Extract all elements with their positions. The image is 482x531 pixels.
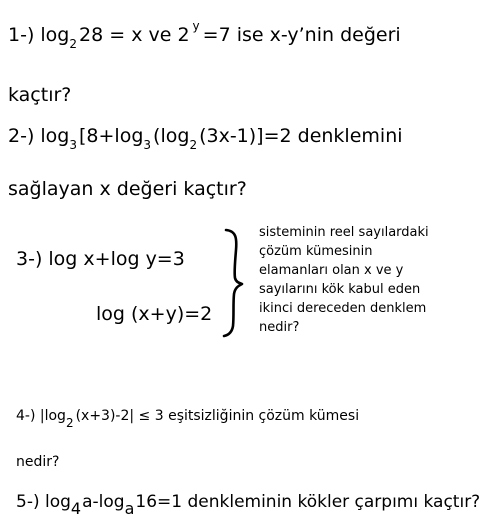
question-1-line-2: kaçtır?	[8, 84, 72, 106]
q1-exponent: y	[192, 19, 200, 33]
q3-note-line-1: sisteminin reel sayılardaki	[259, 225, 429, 240]
question-3-equation-2: log (x+y)=2	[96, 303, 213, 325]
question-2-line-1	[8, 125, 403, 152]
question-4-line-2: nedir?	[16, 454, 60, 470]
q2-pre: 2-) log	[8, 125, 70, 147]
q4-post: (x+3)-2| ≤ 3 eşitsizliğinin çözüm kümesi	[75, 408, 360, 424]
q4-pre: 4-) |log	[16, 408, 66, 424]
question-5-line-1	[16, 492, 481, 518]
q3-note-line-5: ikinci dereceden denklem	[259, 301, 427, 316]
q2-mid-1: [8+log	[79, 125, 144, 147]
q3-note-line-6: nedir?	[259, 320, 300, 335]
q1-pre: 1-) log	[8, 24, 70, 46]
question-3-description	[259, 223, 429, 337]
q2-post: (3x-1)]=2 denklemini	[199, 125, 403, 147]
q3-note-line-4: sayılarını kök kabul eden	[259, 282, 421, 297]
q2-mid-2: (log	[153, 125, 190, 147]
question-3-equation-1: 3-) log x+log y=3	[16, 248, 185, 270]
q5-log-base-2: a	[124, 499, 135, 518]
curly-brace-icon	[222, 228, 246, 338]
q1-log-base: 2	[69, 37, 78, 51]
q2-log-base-2: 3	[143, 138, 152, 152]
q3-note-line-3: elamanları olan x ve y	[259, 263, 404, 278]
q1-mid: 28 = x ve 2	[79, 24, 190, 46]
q2-log-base-3: 2	[189, 138, 198, 152]
q3-note-line-2: çözüm kümesinin	[259, 244, 373, 259]
q2-log-base-1: 3	[69, 138, 78, 152]
question-2-line-2: sağlayan x değeri kaçtır?	[8, 178, 247, 200]
q5-pre: 5-) log	[16, 492, 71, 512]
q4-log-base: 2	[65, 416, 74, 430]
question-1-line-1	[8, 19, 401, 51]
q5-post: 16=1 denkleminin kökler çarpımı kaçtır?	[135, 492, 481, 512]
question-4-line-1	[16, 408, 360, 430]
q5-log-base-1: 4	[70, 499, 82, 518]
q1-post: =7 ise x-y’nin değeri	[202, 24, 401, 46]
q5-mid: a-log	[82, 492, 125, 512]
